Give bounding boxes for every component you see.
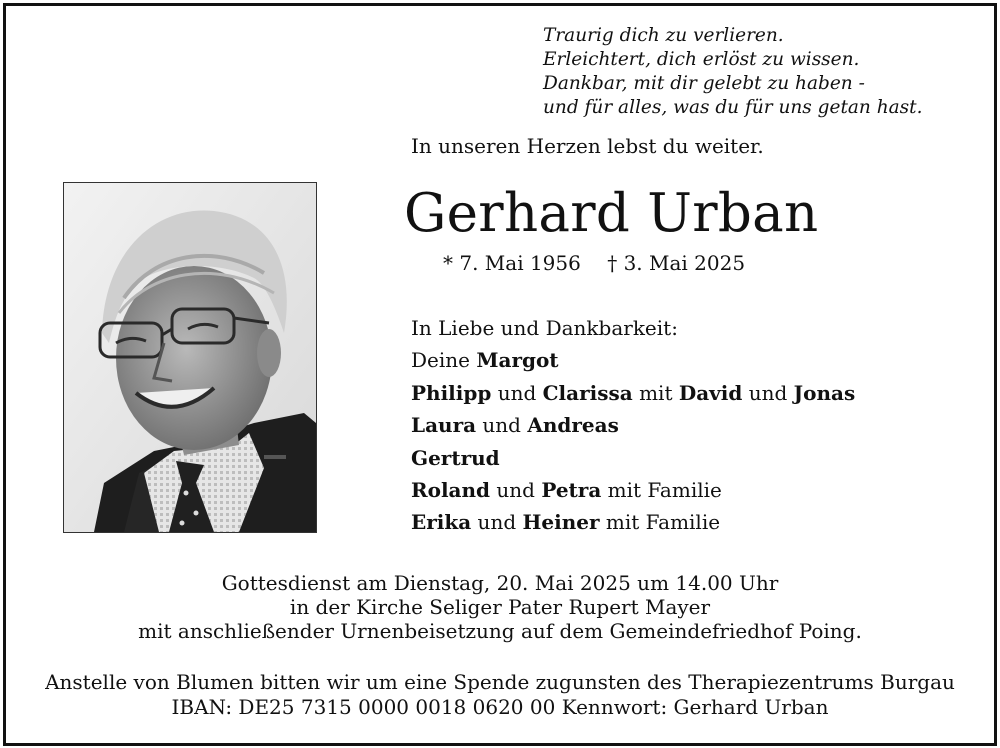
- mourner-line: [411, 377, 855, 409]
- mourner-text: und: [490, 477, 542, 502]
- death-date: † 3. Mai 2025: [607, 251, 746, 275]
- mourner-text: mit Familie: [599, 510, 721, 535]
- mourner-name: David: [678, 380, 743, 405]
- mourner-name: Erika: [411, 510, 472, 535]
- mourner-line: [411, 506, 855, 538]
- mourner-text: mit Familie: [601, 477, 722, 502]
- mourner-name: Andreas: [527, 413, 619, 438]
- mourner-name: Jonas: [793, 380, 856, 405]
- mourner-text: mit: [632, 380, 679, 405]
- mourner-line: [411, 344, 855, 376]
- donation-info: [6, 670, 994, 720]
- mourner-name: Petra: [541, 477, 602, 502]
- service-line: Gottesdienst am Dienstag, 20. Mai 2025 um 14.00 Uhr: [221, 571, 779, 595]
- poem-line: Erleichtert, dich erlöst zu wissen.: [543, 49, 860, 70]
- poem-line: Traurig dich zu verlieren.: [543, 25, 784, 46]
- donation-iban: IBAN: DE25 7315 0000 0018 0620 00 Kennwort: Gerhard Urban: [171, 695, 829, 719]
- mourner-text: und: [491, 380, 543, 405]
- mourner-name: Heiner: [522, 510, 600, 535]
- deceased-name: Gerhard Urban: [404, 183, 819, 244]
- service-line: mit anschließender Urnenbeisetzung auf dem Gemeindefriedhof Poing.: [138, 619, 862, 643]
- mourner-text: und: [471, 510, 523, 535]
- obituary-frame: [3, 3, 997, 746]
- poem-line: und für alles, was du für uns getan hast.: [543, 97, 923, 118]
- poem: [543, 24, 922, 120]
- mourners-list: [411, 312, 855, 539]
- birth-date: * 7. Mai 1956: [443, 251, 581, 275]
- mourner-name: Gertrud: [411, 445, 500, 470]
- mourners-heading: In Liebe und Dankbarkeit:: [411, 316, 678, 340]
- mourner-lines: [411, 344, 855, 538]
- intro-text: In unseren Herzen lebst du weiter.: [411, 134, 764, 158]
- mourner-line: [411, 409, 855, 441]
- mourner-name: Margot: [476, 348, 559, 373]
- donation-line: Anstelle von Blumen bitten wir um eine Spende zugunsten des Therapiezentrums Burgau: [45, 670, 955, 694]
- poem-line: Dankbar, mit dir gelebt zu haben -: [543, 73, 865, 94]
- mourner-text: und: [476, 413, 528, 438]
- mourner-name: Clarissa: [542, 380, 633, 405]
- mourner-name: Roland: [411, 477, 491, 502]
- portrait-photo: [63, 182, 317, 533]
- mourner-text: Deine: [411, 348, 477, 373]
- life-dates: [443, 251, 745, 275]
- mourner-name: Laura: [411, 413, 477, 438]
- portrait-image: [64, 183, 316, 532]
- mourner-text: und: [742, 380, 794, 405]
- mourner-line: [411, 474, 855, 506]
- mourner-line: [411, 442, 855, 474]
- service-info: [6, 571, 994, 643]
- mourner-name: Philipp: [411, 380, 492, 405]
- obituary-content: [6, 6, 994, 743]
- service-line: in der Kirche Seliger Pater Rupert Mayer: [289, 595, 711, 619]
